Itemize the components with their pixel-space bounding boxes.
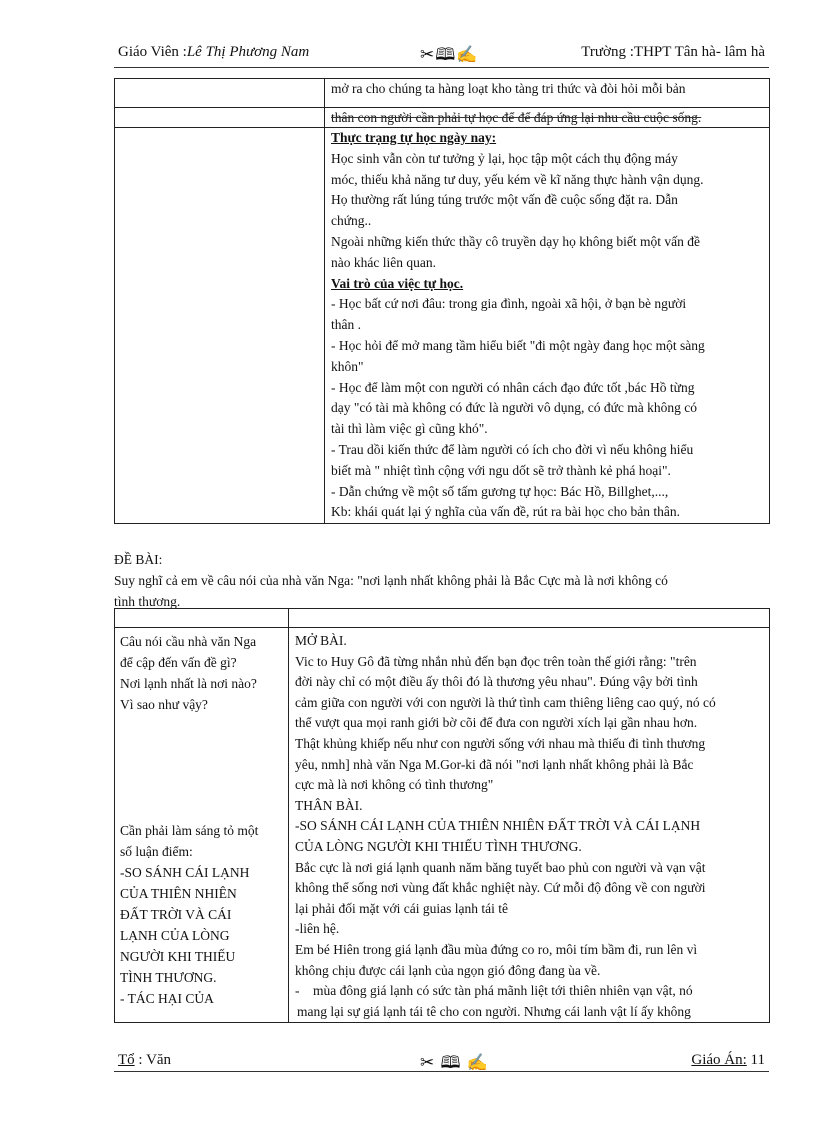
guideline-line: CỦA THIÊN NHIÊN <box>120 886 237 901</box>
guideline-line: số luận điểm: <box>120 844 193 859</box>
department-label: Tổ <box>118 1052 135 1068</box>
essay-line: cảm giữa con người với con người là thứ tình cam thiêng liêng cao quý, nó có <box>295 694 716 710</box>
text-line: - Dẫn chứng về một số tấm gương tự học: Bác Hồ, Billghet,..., <box>331 483 669 499</box>
text-line: - Học hỏi để mở mang tầm hiểu biết "đi một ngày đang học một sàng <box>331 337 705 353</box>
table1-row3-right-cell <box>325 128 770 524</box>
text-line: dạy "có tài mà không có đức là người vô dụng, có đức mà không có <box>331 400 698 416</box>
essay-line: Vic to Huy Gô đã từng nhắn nhủ đến bạn đọc trên toàn thế giới rằng: "trên <box>295 653 697 669</box>
lesson-plan-number: 11 <box>750 1052 765 1068</box>
essay-line: lại phải đối mặt với cái guias lạnh tái tê <box>295 900 508 916</box>
teacher-name: Lê Thị Phương Nam <box>186 44 310 60</box>
text-line: Họ thường rất lúng túng trước một vấn đề cuộc sống đặt ra. Dẫn <box>331 192 678 208</box>
header-rule <box>114 67 769 68</box>
guideline-line: - TÁC HẠI CỦA <box>120 991 214 1006</box>
table1-row3-left-cell <box>115 128 325 524</box>
school-name: Trường :THPT Tân hà- lâm hà <box>581 44 765 60</box>
essay-line: không chịu được cái lạnh của ngọn gió đông đang ùa về. <box>295 962 601 978</box>
essay-line: CỦA LÒNG NGƯỜI KHI THIẾU TÌNH THƯƠNG. <box>295 838 582 854</box>
table1-row-1 <box>115 79 770 108</box>
assignment-section <box>114 549 668 612</box>
footer-rule <box>114 1071 769 1072</box>
text-line: khôn" <box>331 358 364 374</box>
lesson-plan-info <box>691 1052 765 1069</box>
bullet-paragraph <box>295 981 763 1022</box>
footer-ornament: ✂ 🕮 ✍ <box>420 1053 489 1072</box>
guideline-line: LẠNH CỦA LÒNG <box>120 928 230 943</box>
table2-header-right-cell <box>289 609 770 628</box>
spacer <box>120 715 282 820</box>
bullet-line: mang lại sự giá lạnh tái tê cho con người. Nhưng cái lanh vật lí ấy không <box>297 1003 691 1019</box>
essay-line: Thật khủng khiếp nếu như con người sống với nhau mà thiếu đi tình thương <box>295 735 706 751</box>
text-line: - Trau dồi kiến thức để làm người có ích cho đời vì nếu không hiểu <box>331 441 694 457</box>
table1-row2-right-cell <box>325 108 770 128</box>
essay-line: -SO SÁNH CÁI LẠNH CỦA THIÊN NHIÊN ĐẤT TRỜI VÀ CÁI LẠNH <box>295 818 701 834</box>
text-line: thân . <box>331 317 361 333</box>
assignment-prompt-line: Suy nghĩ cả em về câu nói của nhà văn Nga: "nơi lạnh nhất không phải là Bắc Cực mà là nơi không có <box>114 573 668 588</box>
essay-line: thể vượt qua mọi ranh giới bờ cõi để đưa con người xích lại gần nhau hơn. <box>295 715 698 731</box>
essay-line: Em bé Hiên trong giá lạnh đầu mùa đứng co ro, môi tím bầm đi, run lên vì <box>295 941 698 957</box>
table1-row2-left-cell <box>115 108 325 128</box>
essay-line: yêu, nmh] nhà văn Nga M.Gor-ki đã nói "nơi lạnh nhất không phải là Bắc <box>295 756 694 772</box>
essay-line: cực mà là nơi không có tình thương" <box>295 777 494 793</box>
table2-essay-cell <box>289 628 770 1023</box>
essay-heading-body: THÂN BÀI. <box>295 797 363 813</box>
table2-header-row <box>115 609 770 628</box>
essay-heading-intro: MỞ BÀI. <box>295 633 347 648</box>
section-heading-role: Vai trò của việc tự học. <box>331 275 464 291</box>
text-line: biết mà " nhiệt tình cộng với ngu dốt sẽ trở thành kẻ phá hoại". <box>331 462 671 478</box>
guideline-line: Cần phải làm sáng tỏ một <box>120 823 259 838</box>
table1-row-3 <box>115 128 770 524</box>
table2-questions-cell <box>115 628 289 1023</box>
outline-table-1 <box>114 78 770 524</box>
text-line: thân con người cần phải tự học để để đáp ứng lại nhu cầu cuộc sống. <box>331 110 702 125</box>
text-line: - Học bất cứ nơi đâu: trong gia đình, ngoài xã hội, ở bạn bè người <box>331 296 687 312</box>
essay-line: không thể sống nơi vùng đất khắc nghiệt này. Cứ mỗi độ đông về con người <box>295 880 706 896</box>
lesson-plan-label: Giáo Án: <box>691 1052 747 1068</box>
essay-line: Bắc cực là nơi giá lạnh quanh năm băng tuyết bao phủ con người và vạn vật <box>295 859 706 875</box>
bullet-marker: - <box>295 983 300 999</box>
essay-line: -liên hệ. <box>295 921 340 937</box>
assignment-prompt-line: tình thương. <box>114 594 181 609</box>
text-line: - Học để làm một con người có nhân cách đạo đức tốt ,bác Hồ từng <box>331 379 695 395</box>
outline-table-2 <box>114 608 770 1023</box>
text-line: tài thì làm việc gì cũng khó". <box>331 421 488 437</box>
table2-header-left-cell <box>115 609 289 628</box>
guideline-line: -SO SÁNH CÁI LẠNH <box>120 865 250 880</box>
table1-row-2 <box>115 108 770 128</box>
department-value: : Văn <box>138 1052 172 1068</box>
section-heading-current-state: Thực trạng tự học ngày nay: <box>331 130 497 145</box>
guideline-line: NGƯỜI KHI THIẾU <box>120 949 236 964</box>
table2-content-row <box>115 628 770 1023</box>
essay-line: đời này chỉ có một điều ấy thôi đó là thương yêu nhau". Đúng vậy bởi tình <box>295 674 698 690</box>
guideline-line: ĐẤT TRỜI VÀ CÁI <box>120 907 232 922</box>
text-line: Học sinh vẫn còn tư tưởng ỷ lại, học tập một cách thụ động máy <box>331 150 678 166</box>
text-line: móc, thiếu khả năng tư duy, yếu kém về kĩ năng thực hành vận dụng. <box>331 171 704 187</box>
question-line: để cập đến vấn đề gì? <box>120 655 237 670</box>
header-ornament: ✂🕮✍ <box>420 45 479 64</box>
text-line: mở ra cho chúng ta hàng loạt kho tàng tri thức và đòi hỏi mỗi bản <box>331 81 686 96</box>
question-line: Câu nói cầu nhà văn Nga <box>120 634 257 649</box>
text-line: chứng.. <box>331 213 372 229</box>
table1-row1-left-cell <box>115 79 325 108</box>
question-line: Nơi lạnh nhất là nơi nào? <box>120 676 257 691</box>
teacher-info <box>118 44 309 61</box>
question-line: Vì sao như vậy? <box>120 697 208 712</box>
teacher-label: Giáo Viên : <box>118 44 187 60</box>
text-line: nào khác liên quan. <box>331 254 436 270</box>
text-line: Ngoài những kiến thức thầy cô truyền dạy họ không biết một vấn đề <box>331 233 700 249</box>
text-line: Kb: khái quát lại ý nghĩa của vấn đề, rút ra bài học cho bản thân. <box>331 504 681 520</box>
department-info <box>118 1052 171 1069</box>
bullet-line: mùa đông giá lạnh có sức tàn phá mãnh liệt tới thiên nhiên vạn vật, nó <box>313 983 693 999</box>
page-footer <box>114 1050 769 1072</box>
table1-row1-right-cell <box>325 79 770 108</box>
page-header <box>114 42 769 66</box>
assignment-label: ĐỀ BÀI: <box>114 552 163 567</box>
guideline-line: TÌNH THƯƠNG. <box>120 970 217 985</box>
